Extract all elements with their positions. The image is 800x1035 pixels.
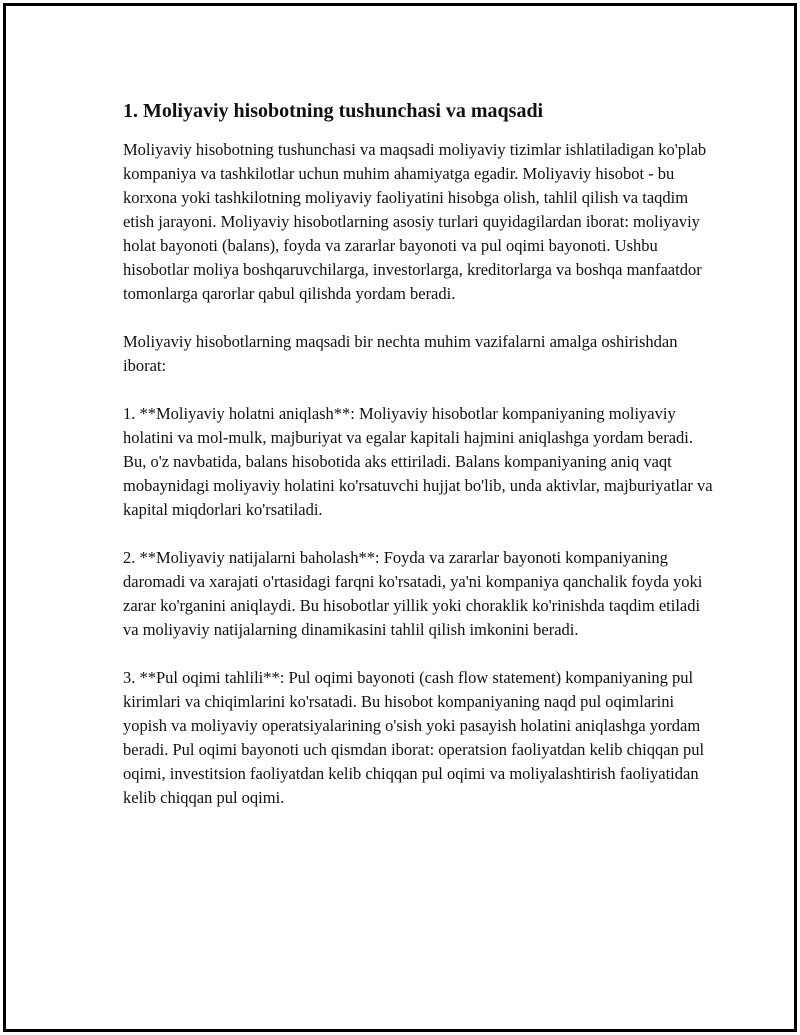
page-frame [3, 3, 797, 1032]
point-2-paragraph: 2. **Moliyaviy natijalarni baholash**: Foyda va zararlar bayonoti kompaniyaning daromadi va xarajati o'rtasidagi farqni ko'rsatadi, ya'ni kompaniya qanchalik foyda yoki zarar ko'rganini aniqlaydi. Bu hisobotlar yillik yoki choraklik ko'rinishda taqdim etiladi va moliyaviy natijalarning dinamikasini tahlil qilish imkonini beradi. [123, 548, 703, 639]
point-3-paragraph: 3. **Pul oqimi tahlili**: Pul oqimi bayonoti (cash flow statement) kompaniyaning pul kirimlari va chiqimlarini ko'rsatadi. Bu hisobot kompaniyaning naqd pul oqimlarini yopish va moliyaviy operatsiyalarining o'sish yoki pasayish holatini aniqlashga yordam beradi. Pul oqimi bayonoti uch qismdan iborat: operatsion faoliyatdan kelib chiqqan pul oqimi, investitsion faoliyatdan kelib chiqqan pul oqimi va moliyalashtirish faoliyatidan kelib chiqqan pul oqimi. [123, 668, 705, 807]
intro-paragraph: Moliyaviy hisobotning tushunchasi va maqsadi moliyaviy tizimlar ishlatiladigan ko'plab kompaniya va tashkilotlar uchun muhim ahamiyatga egadir. Moliyaviy hisobot - bu korxona yoki tashkilotning moliyaviy faoliyatini hisobga olish, tahlil qilish va taqdim etish jarayoni. Moliyaviy hisobotlarning asosiy turlari quyidagilardan iborat: moliyaviy holat bayonoti (balans), foyda va zararlar bayonoti va pul oqimi bayonoti. Ushbu hisobotlar moliya boshqaruvchilarga, investorlarga, kreditorlarga va boshqa manfaatdor tomonlarga qarorlar qabul qilishda yordam beradi. [123, 140, 707, 303]
point-1-paragraph: 1. **Moliyaviy holatni aniqlash**: Moliyaviy hisobotlar kompaniyaning moliyaviy holatini va mol-mulk, majburiyat va egalar kapitali hajmini aniqlashga yordam beradi. Bu, o'z navbatida, balans hisobotida aks ettiriladi. Balans kompaniyaning aniq vaqt mobaynidagi moliyaviy holatini ko'rsatuvchi hujjat bo'lib, unda aktivlar, majburiyatlar va kapital miqdorlari ko'rsatiladi. [123, 404, 713, 519]
purpose-paragraph: Moliyaviy hisobotlarning maqsadi bir nechta muhim vazifalarni amalga oshirishdan iborat: [123, 332, 678, 375]
document-body [123, 98, 713, 834]
section-heading: 1. Moliyaviy hisobotning tushunchasi va maqsadi [123, 100, 544, 122]
